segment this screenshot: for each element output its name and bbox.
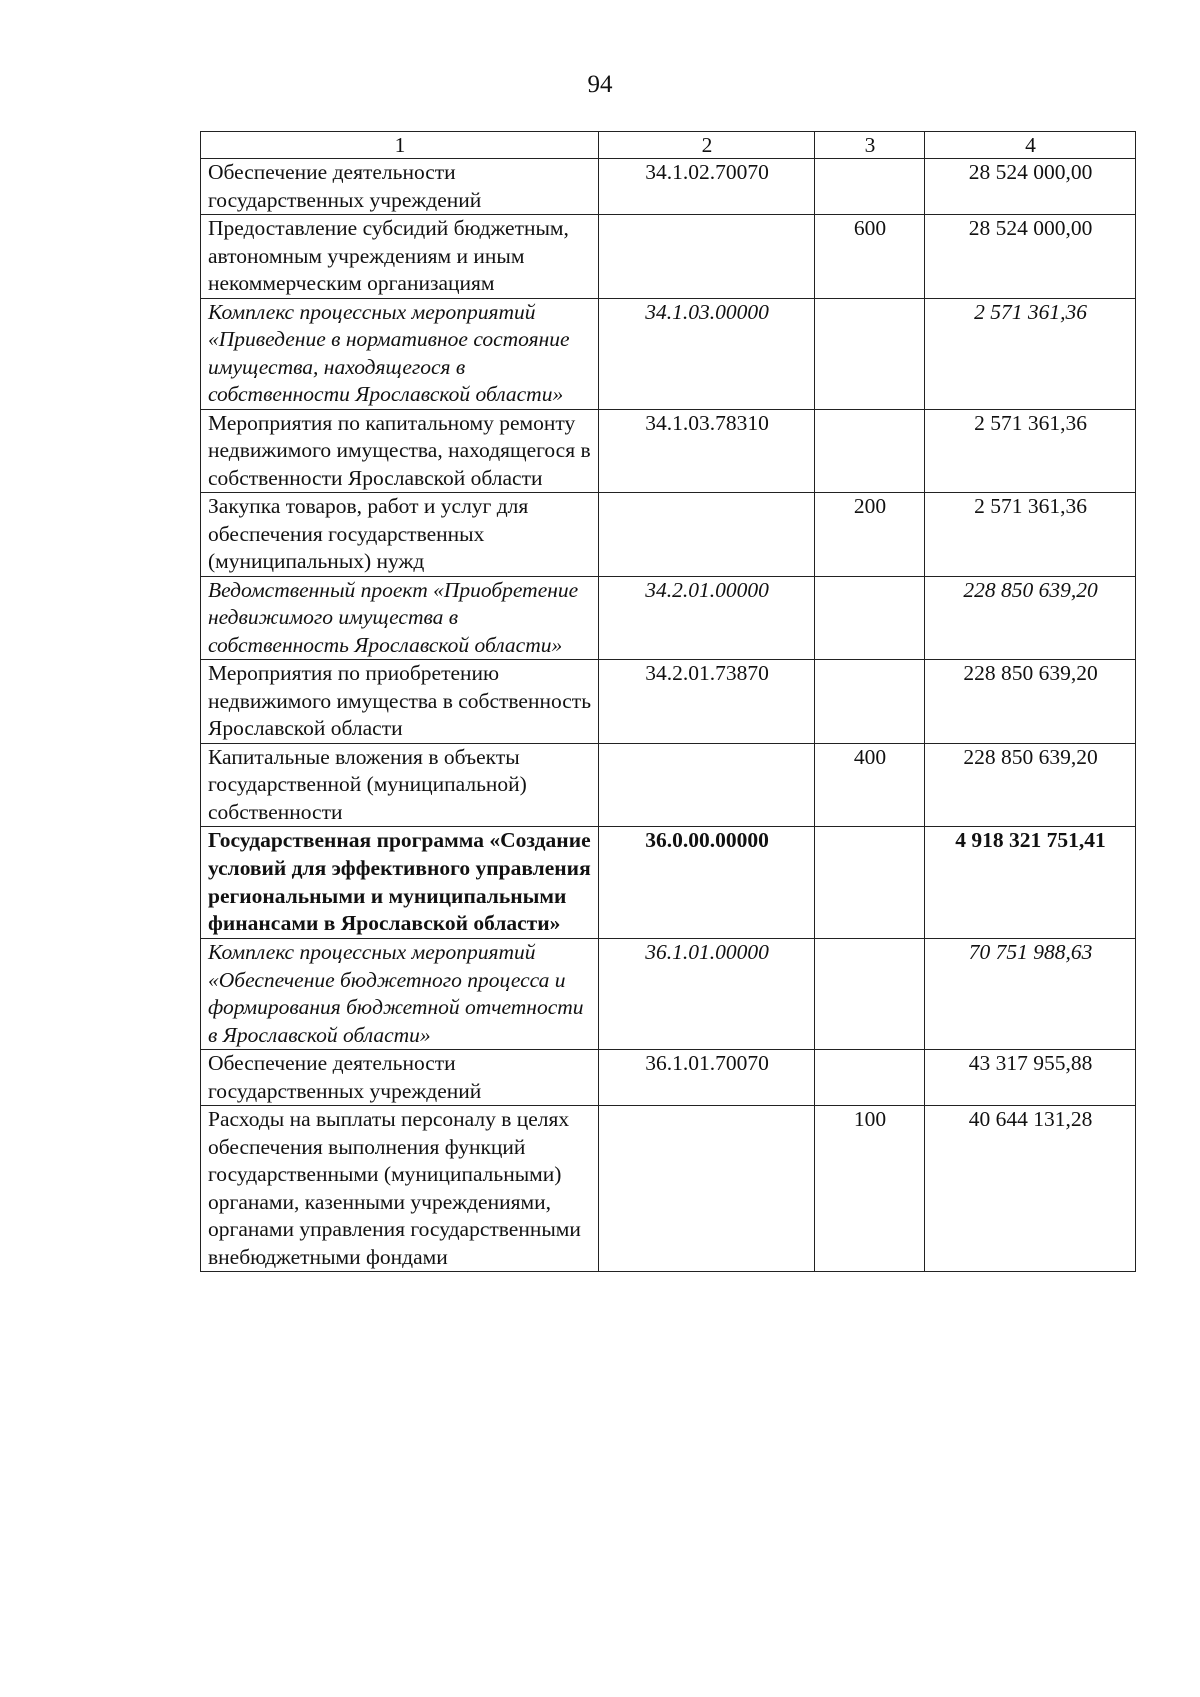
row-expense-type — [815, 409, 925, 493]
row-amount: 2 571 361,36 — [925, 409, 1136, 493]
row-code: 36.1.01.00000 — [599, 939, 815, 1050]
table-header-row — [201, 132, 1136, 159]
row-code — [599, 493, 815, 577]
table-row — [201, 576, 1136, 660]
header-col-2: 2 — [599, 132, 815, 159]
row-expense-type — [815, 660, 925, 744]
row-amount: 28 524 000,00 — [925, 215, 1136, 299]
table-row — [201, 743, 1136, 827]
row-code: 34.1.02.70070 — [599, 159, 815, 215]
row-expense-type: 400 — [815, 743, 925, 827]
row-code: 34.1.03.78310 — [599, 409, 815, 493]
row-code: 34.2.01.73870 — [599, 660, 815, 744]
table-row — [201, 1050, 1136, 1106]
row-expense-type: 200 — [815, 493, 925, 577]
row-expense-type — [815, 827, 925, 939]
table-row — [201, 1106, 1136, 1272]
row-amount: 43 317 955,88 — [925, 1050, 1136, 1106]
row-code: 36.0.00.00000 — [599, 827, 815, 939]
row-amount: 70 751 988,63 — [925, 939, 1136, 1050]
row-amount: 228 850 639,20 — [925, 576, 1136, 660]
row-amount: 4 918 321 751,41 — [925, 827, 1136, 939]
row-expense-type — [815, 939, 925, 1050]
header-col-4: 4 — [925, 132, 1136, 159]
table-row — [201, 660, 1136, 744]
row-name: Государственная программа «Создание условий для эффективного управления региональными и муниципальными финансами в Ярославской области» — [201, 827, 599, 939]
row-amount: 228 850 639,20 — [925, 743, 1136, 827]
row-code — [599, 1106, 815, 1272]
row-expense-type: 600 — [815, 215, 925, 299]
row-code — [599, 743, 815, 827]
page-number: 94 — [587, 71, 613, 98]
row-name: Мероприятия по капитальному ремонту недвижимого имущества, находящегося в собственности Ярославской области — [201, 409, 599, 493]
row-amount: 2 571 361,36 — [925, 493, 1136, 577]
row-name: Комплекс процессных мероприятий «Обеспечение бюджетного процесса и формирования бюджетной отчетности в Ярославской области» — [201, 939, 599, 1050]
row-amount: 228 850 639,20 — [925, 660, 1136, 744]
row-amount: 40 644 131,28 — [925, 1106, 1136, 1272]
table-row — [201, 827, 1136, 939]
table-row — [201, 298, 1136, 409]
budget-table — [200, 131, 1136, 1272]
row-name: Ведомственный проект «Приобретение недвижимого имущества в собственность Ярославской области» — [201, 576, 599, 660]
row-expense-type: 100 — [815, 1106, 925, 1272]
row-name: Закупка товаров, работ и услуг для обеспечения государственных (муниципальных) нужд — [201, 493, 599, 577]
row-code — [599, 215, 815, 299]
row-expense-type — [815, 576, 925, 660]
header-col-1: 1 — [201, 132, 599, 159]
row-name: Комплекс процессных мероприятий «Приведение в нормативное состояние имущества, находящегося в собственности Ярославской области» — [201, 298, 599, 409]
row-expense-type — [815, 298, 925, 409]
row-code: 34.1.03.00000 — [599, 298, 815, 409]
row-name: Предоставление субсидий бюджетным, автономным учреждениям и иным некоммерческим организациям — [201, 215, 599, 299]
row-code: 34.2.01.00000 — [599, 576, 815, 660]
row-expense-type — [815, 159, 925, 215]
row-name: Капитальные вложения в объекты государственной (муниципальной) собственности — [201, 743, 599, 827]
row-name: Обеспечение деятельности государственных учреждений — [201, 159, 599, 215]
row-name: Обеспечение деятельности государственных учреждений — [201, 1050, 599, 1106]
row-amount: 2 571 361,36 — [925, 298, 1136, 409]
table-row — [201, 939, 1136, 1050]
row-name: Мероприятия по приобретению недвижимого имущества в собственность Ярославской области — [201, 660, 599, 744]
row-expense-type — [815, 1050, 925, 1106]
row-name: Расходы на выплаты персоналу в целях обеспечения выполнения функций государственными (муниципальными) органами, казенными учреждениями, органами управления государственными внебюджетными фондами — [201, 1106, 599, 1272]
row-amount: 28 524 000,00 — [925, 159, 1136, 215]
table-row — [201, 493, 1136, 577]
header-col-3: 3 — [815, 132, 925, 159]
table-row — [201, 215, 1136, 299]
row-code: 36.1.01.70070 — [599, 1050, 815, 1106]
table-row — [201, 159, 1136, 215]
table-row — [201, 409, 1136, 493]
